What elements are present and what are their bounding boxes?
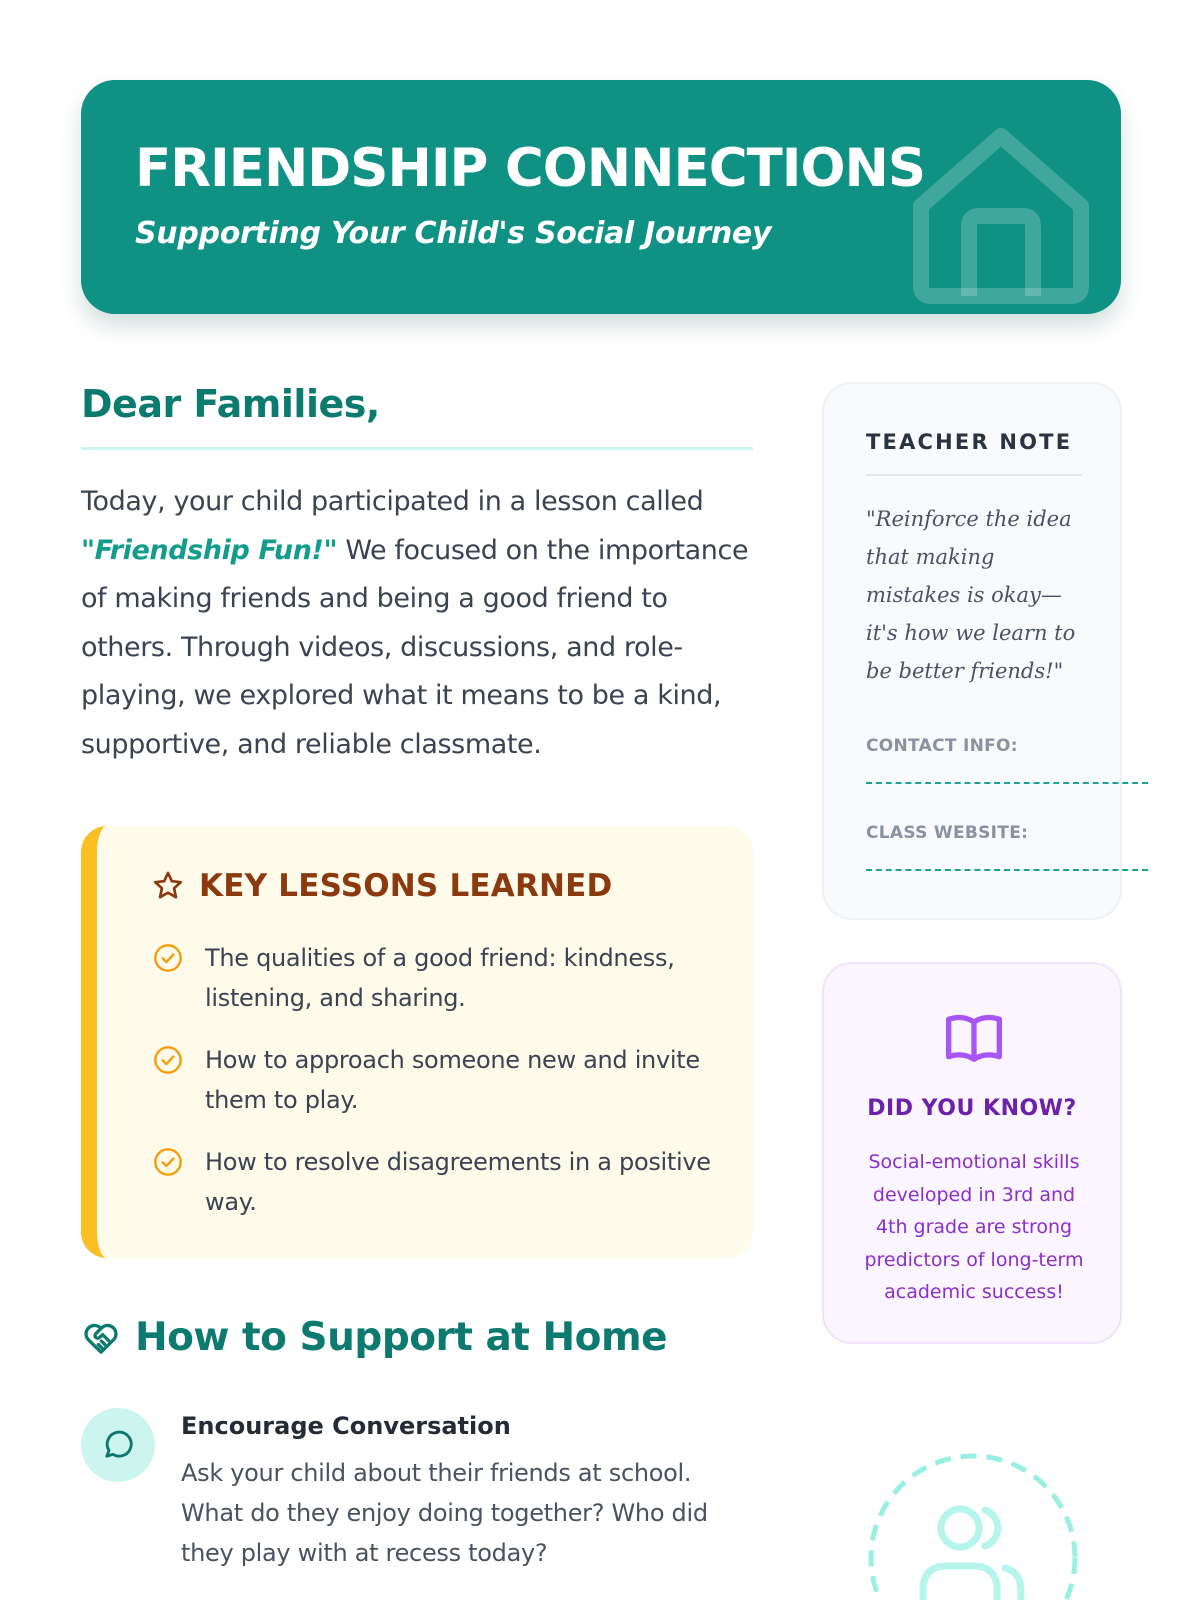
key-lessons-list bbox=[151, 938, 731, 1244]
users-icon bbox=[865, 1450, 1081, 1600]
teacher-note-card bbox=[822, 382, 1122, 920]
intro-text-after: We focused on the importance of making friends and being a good friend to others. Through videos, discussions, and role-playing, we explored what it means to be a kind, supportive, and reliable classmate. bbox=[81, 534, 749, 760]
class-website-label: CLASS WEBSITE: bbox=[866, 823, 1029, 843]
letter-intro bbox=[81, 478, 761, 769]
teacher-note-label: TEACHER NOTE bbox=[866, 430, 1073, 454]
intro-text-before: Today, your child participated in a lesson called bbox=[81, 486, 704, 517]
list-item bbox=[151, 938, 731, 1018]
newsletter-subtitle: Supporting Your Child's Social Journey bbox=[135, 216, 772, 251]
open-book-icon bbox=[942, 1008, 1006, 1068]
heart-handshake-icon bbox=[81, 1318, 121, 1358]
list-item bbox=[151, 1142, 731, 1222]
greeting-divider bbox=[81, 447, 753, 450]
check-circle-icon bbox=[151, 1146, 185, 1178]
key-lessons-box bbox=[81, 826, 753, 1258]
letter-greeting: Dear Families, bbox=[81, 382, 380, 426]
class-website-line bbox=[866, 869, 1148, 871]
contact-info-line bbox=[866, 782, 1148, 784]
key-lessons-title: KEY LESSONS LEARNED bbox=[199, 868, 613, 904]
teacher-note-quote: "Reinforce the idea that making mistakes is okay—it's how we learn to be better friends!" bbox=[866, 507, 1076, 683]
key-lessons-header bbox=[151, 868, 613, 904]
contact-info-label: CONTACT INFO: bbox=[866, 736, 1018, 756]
list-item bbox=[151, 1040, 731, 1120]
support-header bbox=[81, 1315, 667, 1360]
key-lesson-text: How to resolve disagreements in a positive way. bbox=[205, 1148, 711, 1216]
tip-text: Ask your child about their friends at school. What do they enjoy doing together? Who did they play with at recess today? bbox=[181, 1459, 708, 1567]
chat-bubble-icon bbox=[100, 1427, 136, 1463]
did-you-know-text: Social-emotional skills developed in 3rd and 4th grade are strong predictors of long-term academic success! bbox=[864, 1151, 1084, 1303]
tip-title: Encourage Conversation bbox=[181, 1412, 511, 1440]
newsletter-title: FRIENDSHIP CONNECTIONS bbox=[135, 138, 926, 199]
key-lesson-text: How to approach someone new and invite them to play. bbox=[205, 1046, 700, 1114]
support-title: How to Support at Home bbox=[135, 1315, 668, 1360]
check-circle-icon bbox=[151, 942, 185, 974]
teacher-note-divider bbox=[866, 474, 1082, 476]
tip-icon-badge bbox=[81, 1408, 155, 1482]
star-icon bbox=[151, 869, 185, 903]
key-lesson-text: The qualities of a good friend: kindness, listening, and sharing. bbox=[205, 944, 675, 1012]
check-circle-icon bbox=[151, 1044, 185, 1076]
lesson-name: "Friendship Fun!" bbox=[81, 534, 338, 566]
did-you-know-title: DID YOU KNOW? bbox=[867, 1096, 1077, 1121]
newsletter-header bbox=[81, 80, 1121, 314]
did-you-know-card bbox=[822, 962, 1122, 1344]
home-icon bbox=[901, 116, 1101, 314]
